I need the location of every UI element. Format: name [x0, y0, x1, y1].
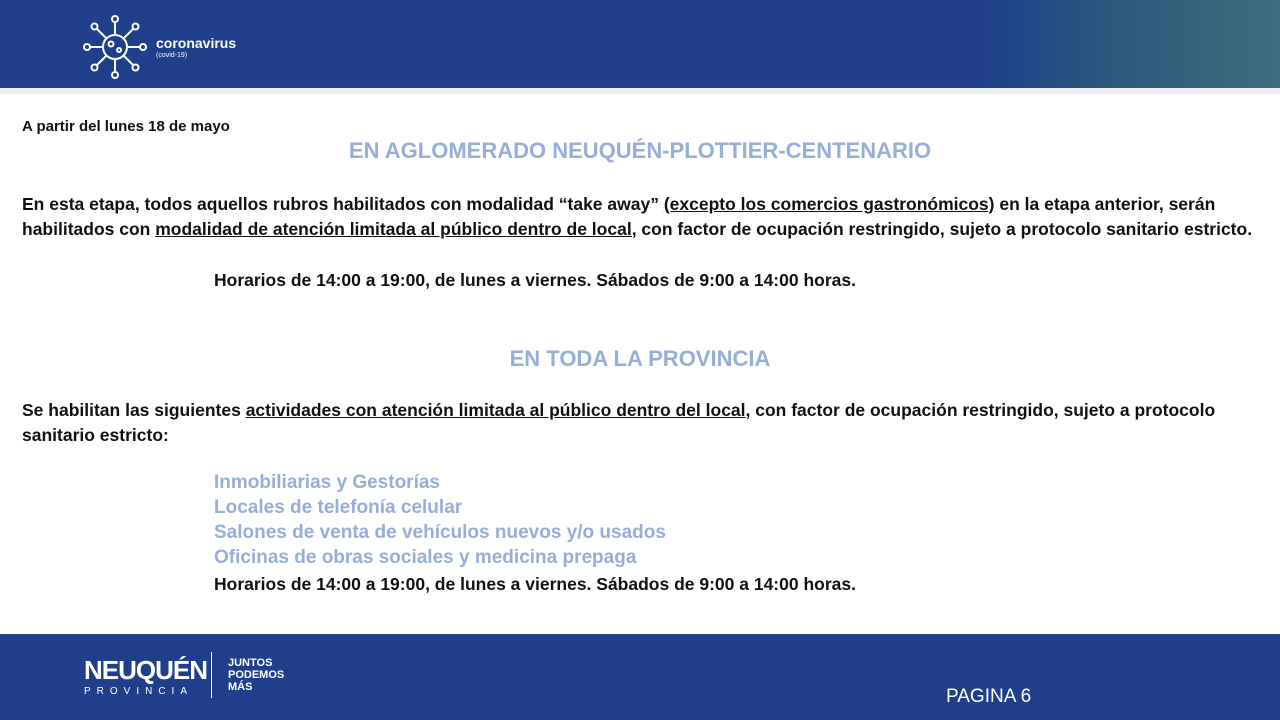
footer-banner	[0, 634, 1280, 720]
header-banner	[0, 0, 1280, 88]
date-line: A partir del lunes 18 de mayo	[22, 118, 230, 135]
section1-paragraph	[22, 192, 1258, 242]
logo-divider	[211, 652, 212, 698]
text-span: , con factor de ocupación restringido, sujeto a protocolo sanitario estricto:	[22, 400, 1216, 445]
slogan-line: MÁS	[228, 681, 253, 693]
slogan-line: PODEMOS	[228, 669, 285, 681]
list-item: Locales de telefonía celular	[214, 497, 463, 518]
underlined-text: (excepto los comercios gastronómicos)	[663, 194, 995, 214]
slide-content	[0, 94, 1280, 634]
brand-subtitle: PROVINCIA	[84, 686, 194, 697]
header-photo	[980, 0, 1280, 88]
slogan-line: JUNTOS	[228, 657, 273, 669]
section-heading-aglomerado: EN AGLOMERADO NEUQUÉN-PLOTTIER-CENTENARIO	[348, 138, 932, 163]
list-item: Oficinas de obras sociales y medicina prepaga	[214, 547, 637, 568]
underlined-text: actividades con atención limitada al público dentro del local	[245, 400, 746, 420]
brand-name: NEUQUÉN	[84, 655, 208, 685]
page-number: PAGINA 6	[946, 686, 1032, 707]
section2-hours: Horarios de 14:00 a 19:00, de lunes a viernes. Sábados de 9:00 a 14:00 horas.	[214, 574, 856, 594]
list-item: Salones de venta de vehículos nuevos y/o usados	[214, 522, 666, 543]
text-span: En esta etapa, todos aquellos rubros habilitados con modalidad “take away”	[22, 194, 664, 214]
logo-subtitle: (covid-19)	[156, 51, 188, 59]
neuquen-logo	[84, 656, 207, 698]
text-span: Se habilitan las siguientes	[22, 400, 246, 420]
virus-icon	[82, 14, 148, 80]
activities-list	[214, 470, 666, 570]
underlined-text: modalidad de atención limitada al público dentro de local	[155, 219, 632, 239]
slogan	[228, 657, 284, 693]
section1-hours: Horarios de 14:00 a 19:00, de lunes a viernes. Sábados de 9:00 a 14:00 horas.	[214, 270, 856, 290]
text-span: en la etapa anterior, serán habilitados con	[22, 194, 1216, 239]
section-heading-provincia: EN TODA LA PROVINCIA	[509, 346, 771, 371]
logo-title: coronavirus	[156, 34, 237, 51]
list-item: Inmobiliarias y Gestorías	[214, 472, 440, 493]
section2-paragraph	[22, 398, 1258, 448]
coronavirus-logo	[82, 14, 236, 80]
text-span: , con factor de ocupación restringido, sujeto a protocolo sanitario estricto.	[631, 219, 1253, 239]
